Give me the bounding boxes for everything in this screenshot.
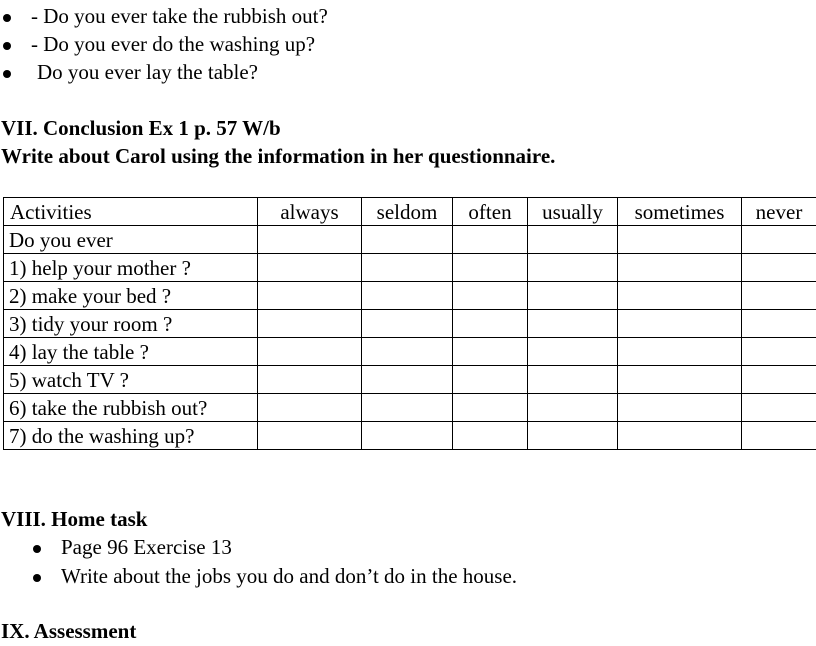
- answer-cell[interactable]: [258, 310, 362, 338]
- activity-cell: 6) take the rubbish out?: [4, 394, 258, 422]
- activity-cell: 2) make your bed ?: [4, 282, 258, 310]
- table-row: [4, 366, 816, 394]
- activity-cell: 4) lay the table ?: [4, 338, 258, 366]
- answer-cell[interactable]: [258, 226, 362, 254]
- answer-cell[interactable]: [453, 310, 528, 338]
- answer-cell[interactable]: [258, 338, 362, 366]
- activity-cell: Do you ever: [4, 226, 258, 254]
- answer-cell[interactable]: [742, 282, 816, 310]
- answer-cell[interactable]: [362, 310, 453, 338]
- table-row: [4, 422, 816, 450]
- section-heading-assessment: IX. Assessment: [1, 619, 137, 643]
- bullet-icon: [3, 14, 11, 22]
- table-row: [4, 338, 816, 366]
- answer-cell[interactable]: [528, 282, 618, 310]
- column-header-always: always: [258, 198, 362, 226]
- answer-cell[interactable]: [742, 394, 816, 422]
- answer-cell[interactable]: [453, 422, 528, 450]
- answer-cell[interactable]: [528, 338, 618, 366]
- answer-cell[interactable]: [453, 282, 528, 310]
- answer-cell[interactable]: [258, 282, 362, 310]
- answer-cell[interactable]: [742, 366, 816, 394]
- answer-cell[interactable]: [528, 366, 618, 394]
- answer-cell[interactable]: [618, 338, 742, 366]
- answer-cell[interactable]: [528, 310, 618, 338]
- activity-cell: 7) do the washing up?: [4, 422, 258, 450]
- answer-cell[interactable]: [742, 310, 816, 338]
- answer-cell[interactable]: [742, 254, 816, 282]
- question-item: Do you ever lay the table?: [37, 60, 258, 84]
- section-heading-home-task: VIII. Home task: [1, 507, 148, 531]
- bullet-icon: [3, 70, 11, 78]
- answer-cell[interactable]: [258, 422, 362, 450]
- answer-cell[interactable]: [258, 366, 362, 394]
- table-row: [4, 394, 816, 422]
- activity-cell: 5) watch TV ?: [4, 366, 258, 394]
- table-header-row: [4, 198, 816, 226]
- answer-cell[interactable]: [453, 366, 528, 394]
- answer-cell[interactable]: [618, 254, 742, 282]
- table-row: [4, 226, 816, 254]
- answer-cell[interactable]: [362, 282, 453, 310]
- answer-cell[interactable]: [618, 226, 742, 254]
- answer-cell[interactable]: [453, 394, 528, 422]
- column-header-often: often: [453, 198, 528, 226]
- activity-cell: 3) tidy your room ?: [4, 310, 258, 338]
- answer-cell[interactable]: [528, 422, 618, 450]
- answer-cell[interactable]: [742, 226, 816, 254]
- answer-cell[interactable]: [618, 282, 742, 310]
- table-row: [4, 310, 816, 338]
- answer-cell[interactable]: [453, 254, 528, 282]
- question-item: - Do you ever take the rubbish out?: [31, 4, 328, 28]
- answer-cell[interactable]: [742, 338, 816, 366]
- table-row: [4, 282, 816, 310]
- bullet-icon: [33, 545, 41, 553]
- question-item: - Do you ever do the washing up?: [31, 32, 316, 56]
- answer-cell[interactable]: [258, 254, 362, 282]
- answer-cell[interactable]: [528, 394, 618, 422]
- answer-cell[interactable]: [618, 366, 742, 394]
- questionnaire-table: [3, 197, 816, 450]
- answer-cell[interactable]: [362, 422, 453, 450]
- answer-cell[interactable]: [362, 338, 453, 366]
- answer-cell[interactable]: [528, 254, 618, 282]
- answer-cell[interactable]: [362, 254, 453, 282]
- column-header-activities: Activities: [4, 198, 258, 226]
- answer-cell[interactable]: [618, 394, 742, 422]
- section-heading-conclusion: VII. Conclusion Ex 1 p. 57 W/b: [1, 116, 281, 140]
- answer-cell[interactable]: [528, 226, 618, 254]
- column-header-never: never: [742, 198, 816, 226]
- column-header-sometimes: sometimes: [618, 198, 742, 226]
- answer-cell[interactable]: [618, 310, 742, 338]
- bullet-icon: [33, 574, 41, 582]
- answer-cell[interactable]: [362, 394, 453, 422]
- answer-cell[interactable]: [453, 338, 528, 366]
- answer-cell[interactable]: [453, 226, 528, 254]
- bullet-icon: [3, 42, 11, 50]
- activity-cell: 1) help your mother ?: [4, 254, 258, 282]
- column-header-usually: usually: [528, 198, 618, 226]
- table-row: [4, 254, 816, 282]
- answer-cell[interactable]: [618, 422, 742, 450]
- column-header-seldom: seldom: [362, 198, 453, 226]
- answer-cell[interactable]: [362, 366, 453, 394]
- answer-cell[interactable]: [742, 422, 816, 450]
- answer-cell[interactable]: [258, 394, 362, 422]
- home-task-item: Write about the jobs you do and don’t do in the house.: [61, 564, 518, 588]
- answer-cell[interactable]: [362, 226, 453, 254]
- section-instruction: Write about Carol using the information in her questionnaire.: [1, 144, 556, 168]
- home-task-item: Page 96 Exercise 13: [61, 535, 232, 559]
